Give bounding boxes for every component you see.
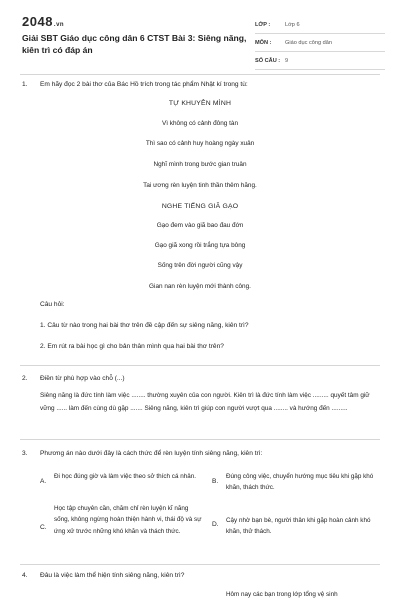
meta-label: LỚP : <box>255 21 271 28</box>
poem-line: Sống trên đời người cũng vậy <box>157 262 243 269</box>
option-letter: D. <box>212 521 219 528</box>
option-letter: B. <box>212 478 219 485</box>
meta-label: MÔN : <box>255 39 272 46</box>
divider <box>20 365 380 366</box>
meta-row-subject <box>255 34 385 52</box>
meta-table <box>255 16 385 70</box>
option-letter: C. <box>40 524 47 531</box>
poem-line: Thì sao có cảnh huy hoàng ngày xuân <box>145 140 255 147</box>
meta-value: Lớp 6 <box>285 21 300 28</box>
divider <box>20 564 380 565</box>
question-prompt: Em hãy đọc 2 bài thơ của Bác Hồ trích trong tác phẩm Nhật kí trong tù: <box>40 81 248 88</box>
poem-title: NGHE TIẾNG GIÃ GẠO <box>161 203 239 210</box>
divider <box>20 439 380 440</box>
option-text: Đúng công việc, chuyển hướng mục tiêu khi gặp khó khăn, thách thức. <box>226 473 374 492</box>
question-prompt: Đâu là việc làm thể hiện tính siêng năng, kiên trì? <box>40 572 185 579</box>
page-title: Giải SBT Giáo dục công dân 6 CTST Bài 3: Siêng năng, kiên trì có đáp án <box>22 33 247 55</box>
option-text: Học tập chuyên cần, chăm chỉ rèn luyện kĩ năng sống, không ngừng hoàn thiện hành vi, thái độ và sự ứng xử trước những khó khăn và thách thức. <box>54 505 202 535</box>
meta-row-grade <box>255 16 385 34</box>
meta-value: Giáo dục công dân <box>285 39 332 46</box>
divider <box>20 74 380 75</box>
sub-question: 2. Em rút ra bài học gì cho bản thân mình qua hai bài thơ trên? <box>40 343 224 350</box>
sub-question: 1. Câu từ nào trong hai bài thơ trên đề cập đến sự siêng năng, kiên trì? <box>40 322 249 329</box>
meta-row-count <box>255 52 385 70</box>
option-letter: A. <box>40 478 47 485</box>
option-text: Đi học đúng giờ và làm việc theo sở thích cá nhân. <box>54 473 196 480</box>
question-number: 4. <box>22 572 28 579</box>
site-logo[interactable]: 2048.vn <box>22 14 65 29</box>
question-number: 1. <box>22 81 28 88</box>
poem-line: Tai ương rèn luyện tinh thần thêm hăng. <box>143 182 257 189</box>
poem-line: Gạo đem vào giã bao đau đớn <box>156 222 244 229</box>
meta-label: SỐ CÂU : <box>255 57 281 64</box>
poem-line: Nghĩ mình trong bước gian truân <box>153 161 247 168</box>
question-number: 2. <box>22 375 28 382</box>
fill-in-paragraph: Siêng năng là đức tính làm việc ........ thường xuyên của con người. Kiên trì là đức tính làm việc ......... quyết tâm giữ vững ...... làm đến cùng dù gặp ....... Siêng năng, kiên trì giúp con người vượt qua ........ và hướng đến ......... <box>40 392 370 412</box>
meta-value: 9 <box>285 57 289 64</box>
question-number: 3. <box>22 450 28 457</box>
option-text-partial[interactable]: Hôm nay các bạn trong lớp tổng vệ sinh <box>226 591 338 598</box>
poem-line: Vì không có cảnh đông tàn <box>161 120 239 127</box>
sub-question-label: Câu hỏi: <box>40 301 65 308</box>
poem-line: Gian nan rèn luyện mới thành công. <box>149 283 251 290</box>
question-prompt: Điền từ phù hợp vào chỗ (...) <box>40 375 125 382</box>
question-prompt: Phương án nào dưới đây là cách thức để rèn luyện tính siêng năng, kiên trì: <box>40 450 263 457</box>
option-text: Cậy nhờ bạn bè, người thân khi gặp hoàn cảnh khó khăn, thử thách. <box>226 517 371 536</box>
poem-title: TỰ KHUYÊN MÌNH <box>168 100 232 107</box>
poem-line: Gạo giã xong rồi trắng tựa bông <box>154 242 246 249</box>
